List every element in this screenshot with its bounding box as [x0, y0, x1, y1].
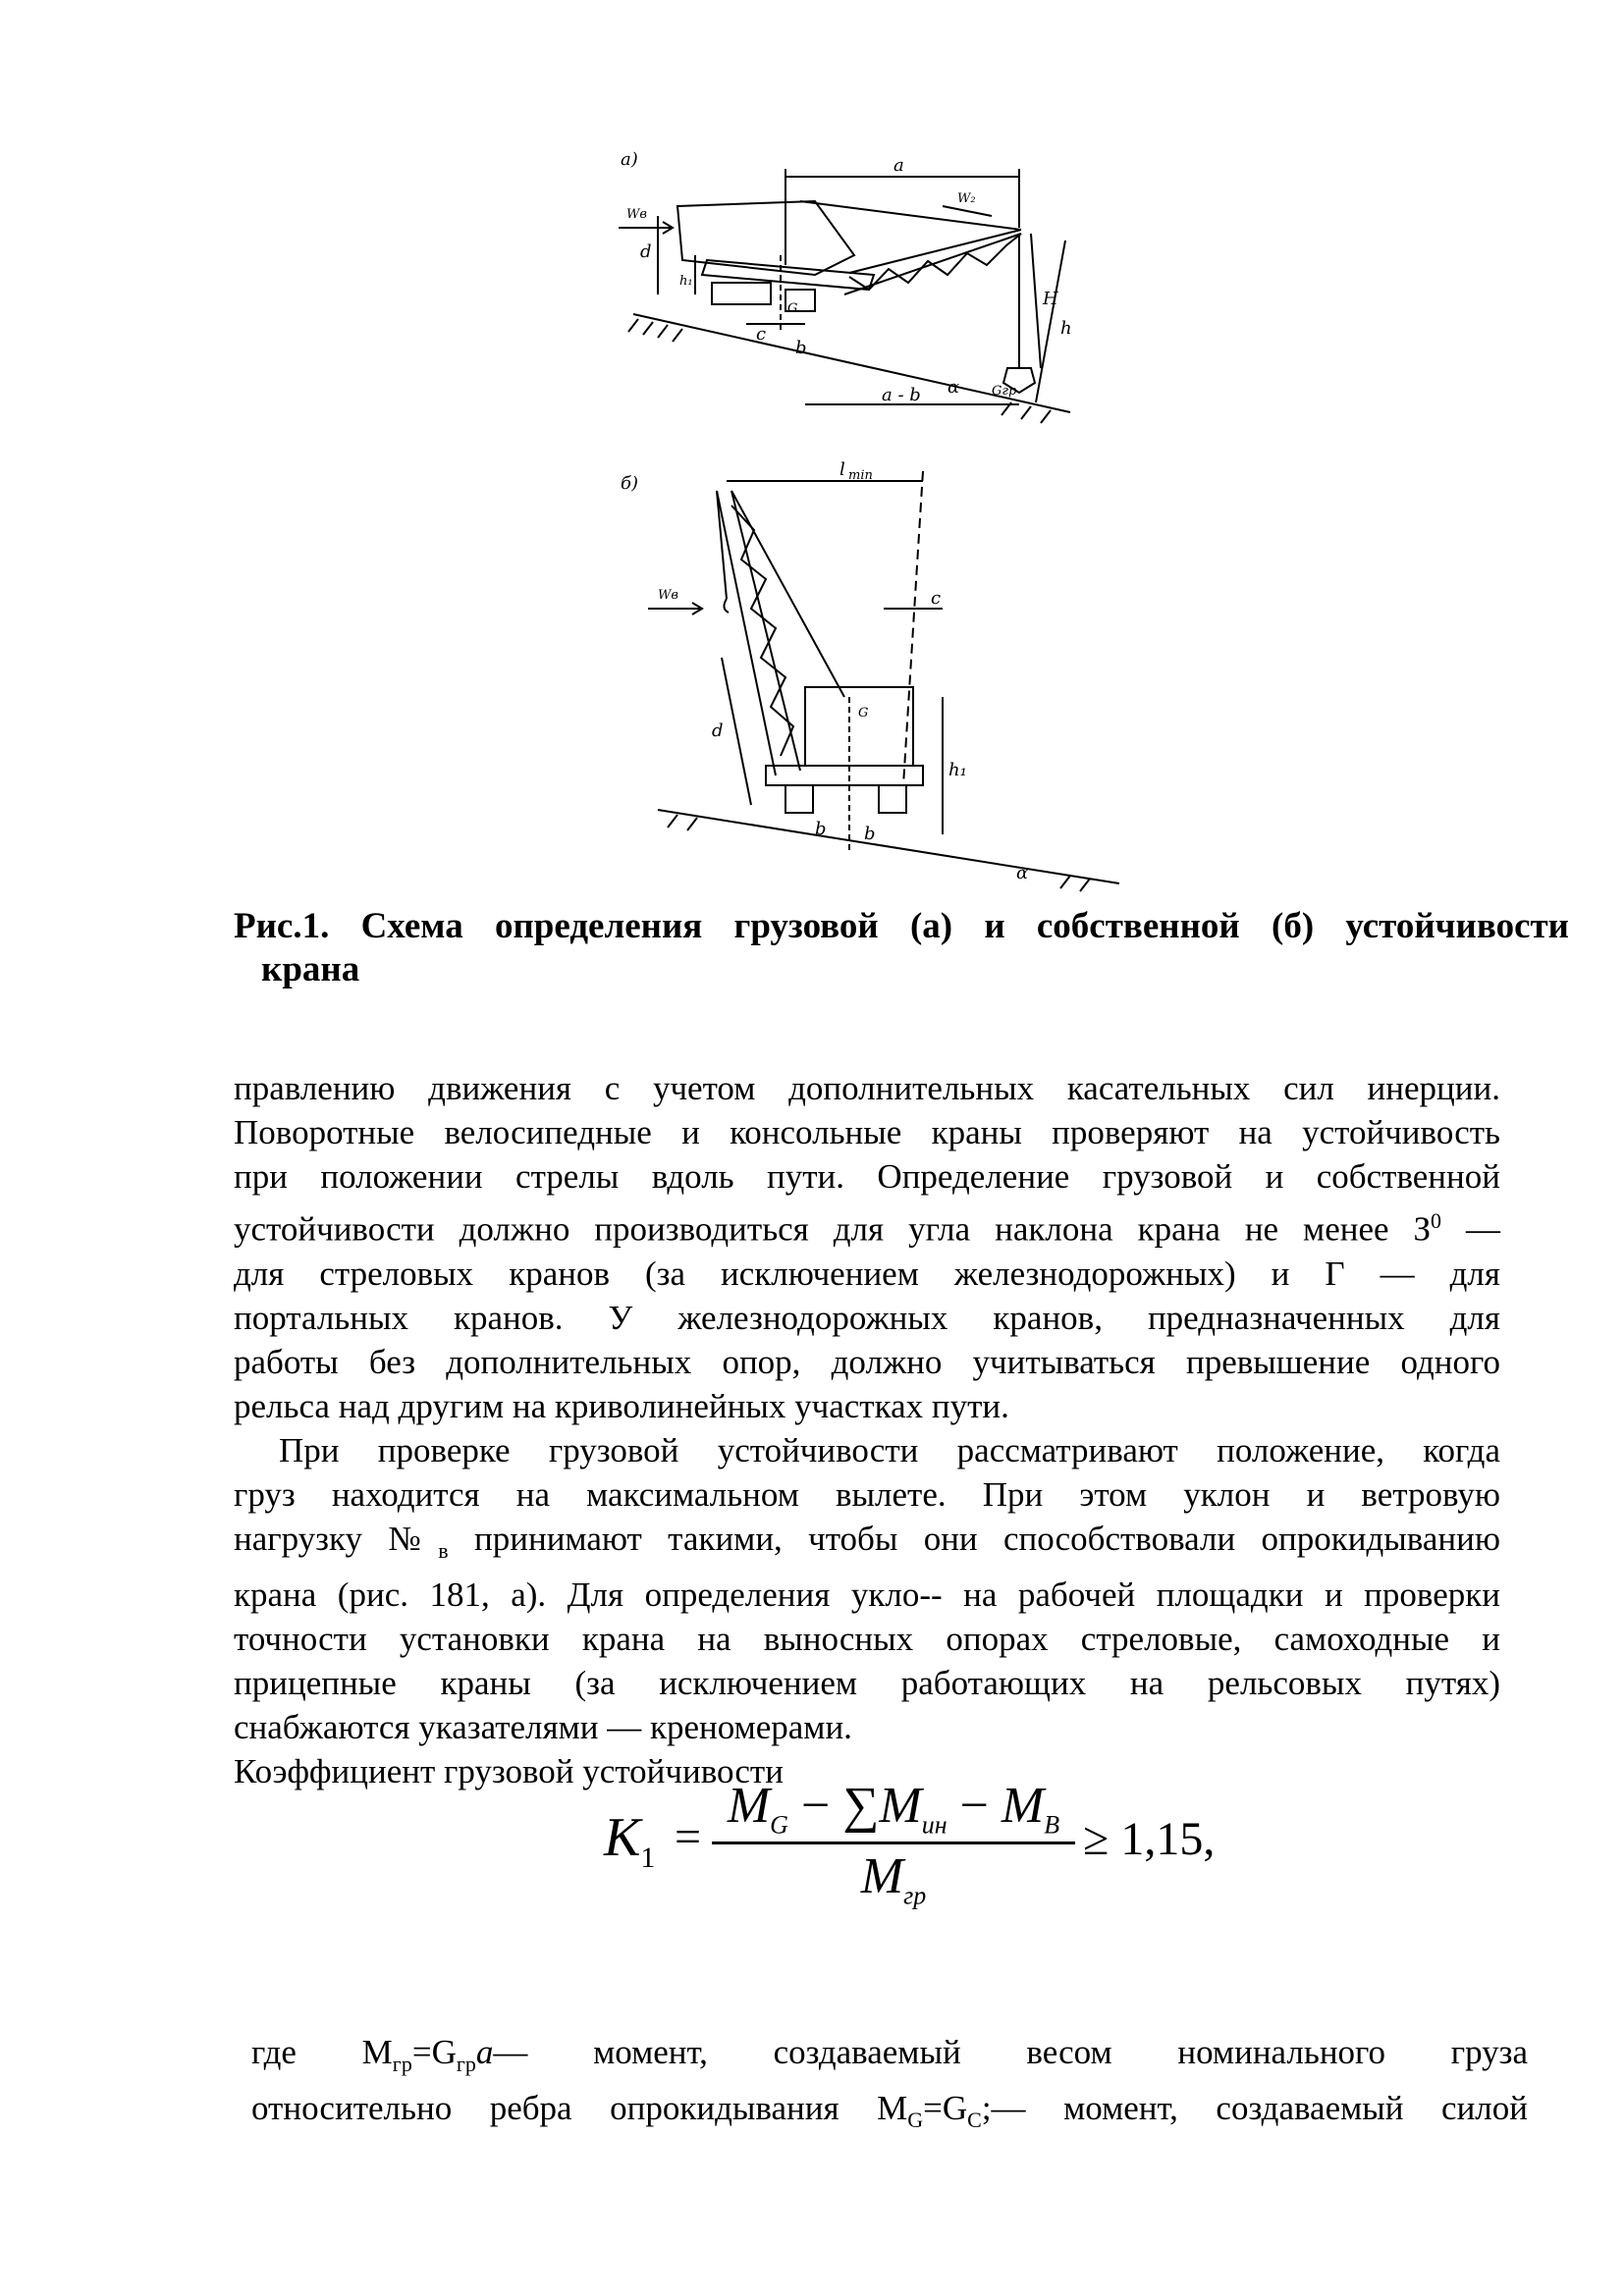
wv-label-a: Wв [626, 207, 647, 222]
body-line: Коэффициент грузовой устойчивости [234, 1751, 784, 1790]
c-label-a: c [756, 324, 767, 345]
body-line [234, 1517, 1500, 1573]
body-paragraphs [234, 1066, 1500, 1793]
where-var-a: a [475, 2033, 494, 2071]
w2-label: W₂ [957, 191, 976, 206]
formula-equals: = [675, 1811, 702, 1863]
body-line-tail: принимают такими, чтобы они способствовали опрокидыванию [448, 1519, 1501, 1558]
num-M3: M [1001, 1778, 1045, 1834]
where-text: ;— момент, создаваемый силой [981, 2089, 1529, 2127]
body-line: работы без дополнительных опор, должно учитываться превышение одного [234, 1342, 1500, 1381]
H-label: H [1043, 289, 1058, 309]
formula-lhs [604, 1806, 655, 1875]
formula-K: K [604, 1807, 641, 1868]
h1-label-b: h₁ [948, 760, 967, 780]
num-M1-sub: G [770, 1810, 788, 1840]
body-line-text: устойчивости должно производиться для угла наклона крана не менее З [234, 1209, 1432, 1249]
caption-line-2: крана [261, 949, 360, 989]
l-min-sub: min [848, 468, 873, 483]
where-text: — момент, создаваемый весом номинального груза [493, 2033, 1528, 2071]
c-label-b: c [931, 588, 942, 609]
where-line-2 [251, 2086, 1528, 2142]
b-label-b2: b [864, 824, 876, 844]
body-line: Поворотные велосипедные и консольные краны проверяют на устойчивость [234, 1113, 1500, 1151]
body-line: при положении стрелы вдоль пути. Определение грузовой и собственной [234, 1157, 1500, 1196]
formula-numerator [712, 1777, 1075, 1840]
alpha-label-a: α [947, 377, 960, 398]
num-M2: M [879, 1778, 922, 1834]
degree-superscript: 0 [1431, 1208, 1442, 1233]
num-M1: M [727, 1778, 771, 1834]
stability-formula [604, 1777, 1232, 1914]
alpha-label-b: α [1016, 863, 1029, 883]
l-min-label: l [839, 461, 845, 480]
num-M3-sub: B [1044, 1810, 1060, 1840]
d-label-a: d [640, 241, 652, 262]
figure-caption [234, 905, 1569, 991]
body-line: снабжаются указателями — креномерами. [234, 1707, 852, 1746]
b-label-a: b [795, 338, 807, 358]
G-label-a: G [787, 301, 798, 316]
formula-K-sub: 1 [640, 1842, 656, 1875]
wind-subscript: в [438, 1537, 449, 1563]
G-gr-label: Gгр [992, 384, 1017, 399]
panel-b-label: б) [621, 473, 639, 494]
num-sum: ∑ [842, 1778, 880, 1834]
where-text: относительно ребра опрокидывания М [251, 2089, 908, 2127]
panel-a-label: а) [621, 149, 638, 170]
body-line-text: нагрузку № [234, 1519, 439, 1558]
b-label-b1: b [815, 819, 827, 839]
body-line: точности установки крана на выносных опорах стреловые, самоходные и [234, 1619, 1500, 1658]
body-line: прицепные краны (за исключением работающих на рельсовых путях) [234, 1663, 1500, 1702]
dim-a-label: a [893, 155, 904, 176]
G-label-b: G [858, 706, 869, 721]
where-sub: гр [456, 2052, 476, 2076]
formula-denominator [712, 1847, 1075, 1910]
figure-b-self-stability [619, 461, 1129, 893]
h-label: h [1060, 318, 1072, 339]
body-line: крана (рис. 181, а). Для определения укло-- на рабочей площадки и проверки [234, 1575, 1500, 1614]
figure-a-load-stability [619, 147, 1168, 442]
body-line: При проверке грузовой устойчивости рассматривают положение, когда [279, 1430, 1500, 1469]
d-label-b: d [712, 721, 724, 741]
den-M: M [860, 1848, 904, 1904]
where-text: где М [251, 2033, 393, 2071]
where-sub: C [967, 2108, 982, 2132]
where-sub: гр [392, 2052, 412, 2076]
h1-label-a: h₁ [679, 274, 693, 289]
formula-rhs: ≥ 1,15, [1083, 1813, 1216, 1865]
den-M-sub: гр [903, 1881, 927, 1910]
fraction-bar [712, 1842, 1075, 1844]
wv-label-b: Wв [658, 588, 678, 603]
where-text: =G [411, 2033, 457, 2071]
caption-line-1: Рис.1. Схема определения грузовой (а) и собственной (б) устойчивости [234, 906, 1569, 946]
body-line: груз находится на максимальном вылете. При этом уклон и ветровую [234, 1474, 1500, 1514]
body-line: для стреловых кранов (за исключением железнодорожных) и Г — для [234, 1254, 1500, 1293]
body-line: правлению движения с учетом дополнительных касательных сил инерции. [234, 1069, 1500, 1107]
where-text: =G [923, 2089, 968, 2127]
formula-explanation [251, 2030, 1528, 2142]
crane-diagram-b [619, 461, 1129, 893]
num-op2: − [947, 1778, 1001, 1834]
body-line-tail: — [1441, 1209, 1500, 1249]
num-M2-sub: ин [921, 1810, 947, 1840]
where-line-1 [251, 2030, 1528, 2086]
body-line: рельса над другим на криволинейных участках пути. [234, 1386, 1009, 1425]
a-minus-b-label: a - b [882, 385, 921, 405]
body-line: портальных кранов. У железнодорожных кранов, предназначенных для [234, 1298, 1500, 1337]
num-op1: − [787, 1778, 843, 1834]
crane-diagram-a [619, 147, 1168, 442]
where-sub: G [907, 2108, 924, 2132]
body-line [234, 1199, 1500, 1252]
